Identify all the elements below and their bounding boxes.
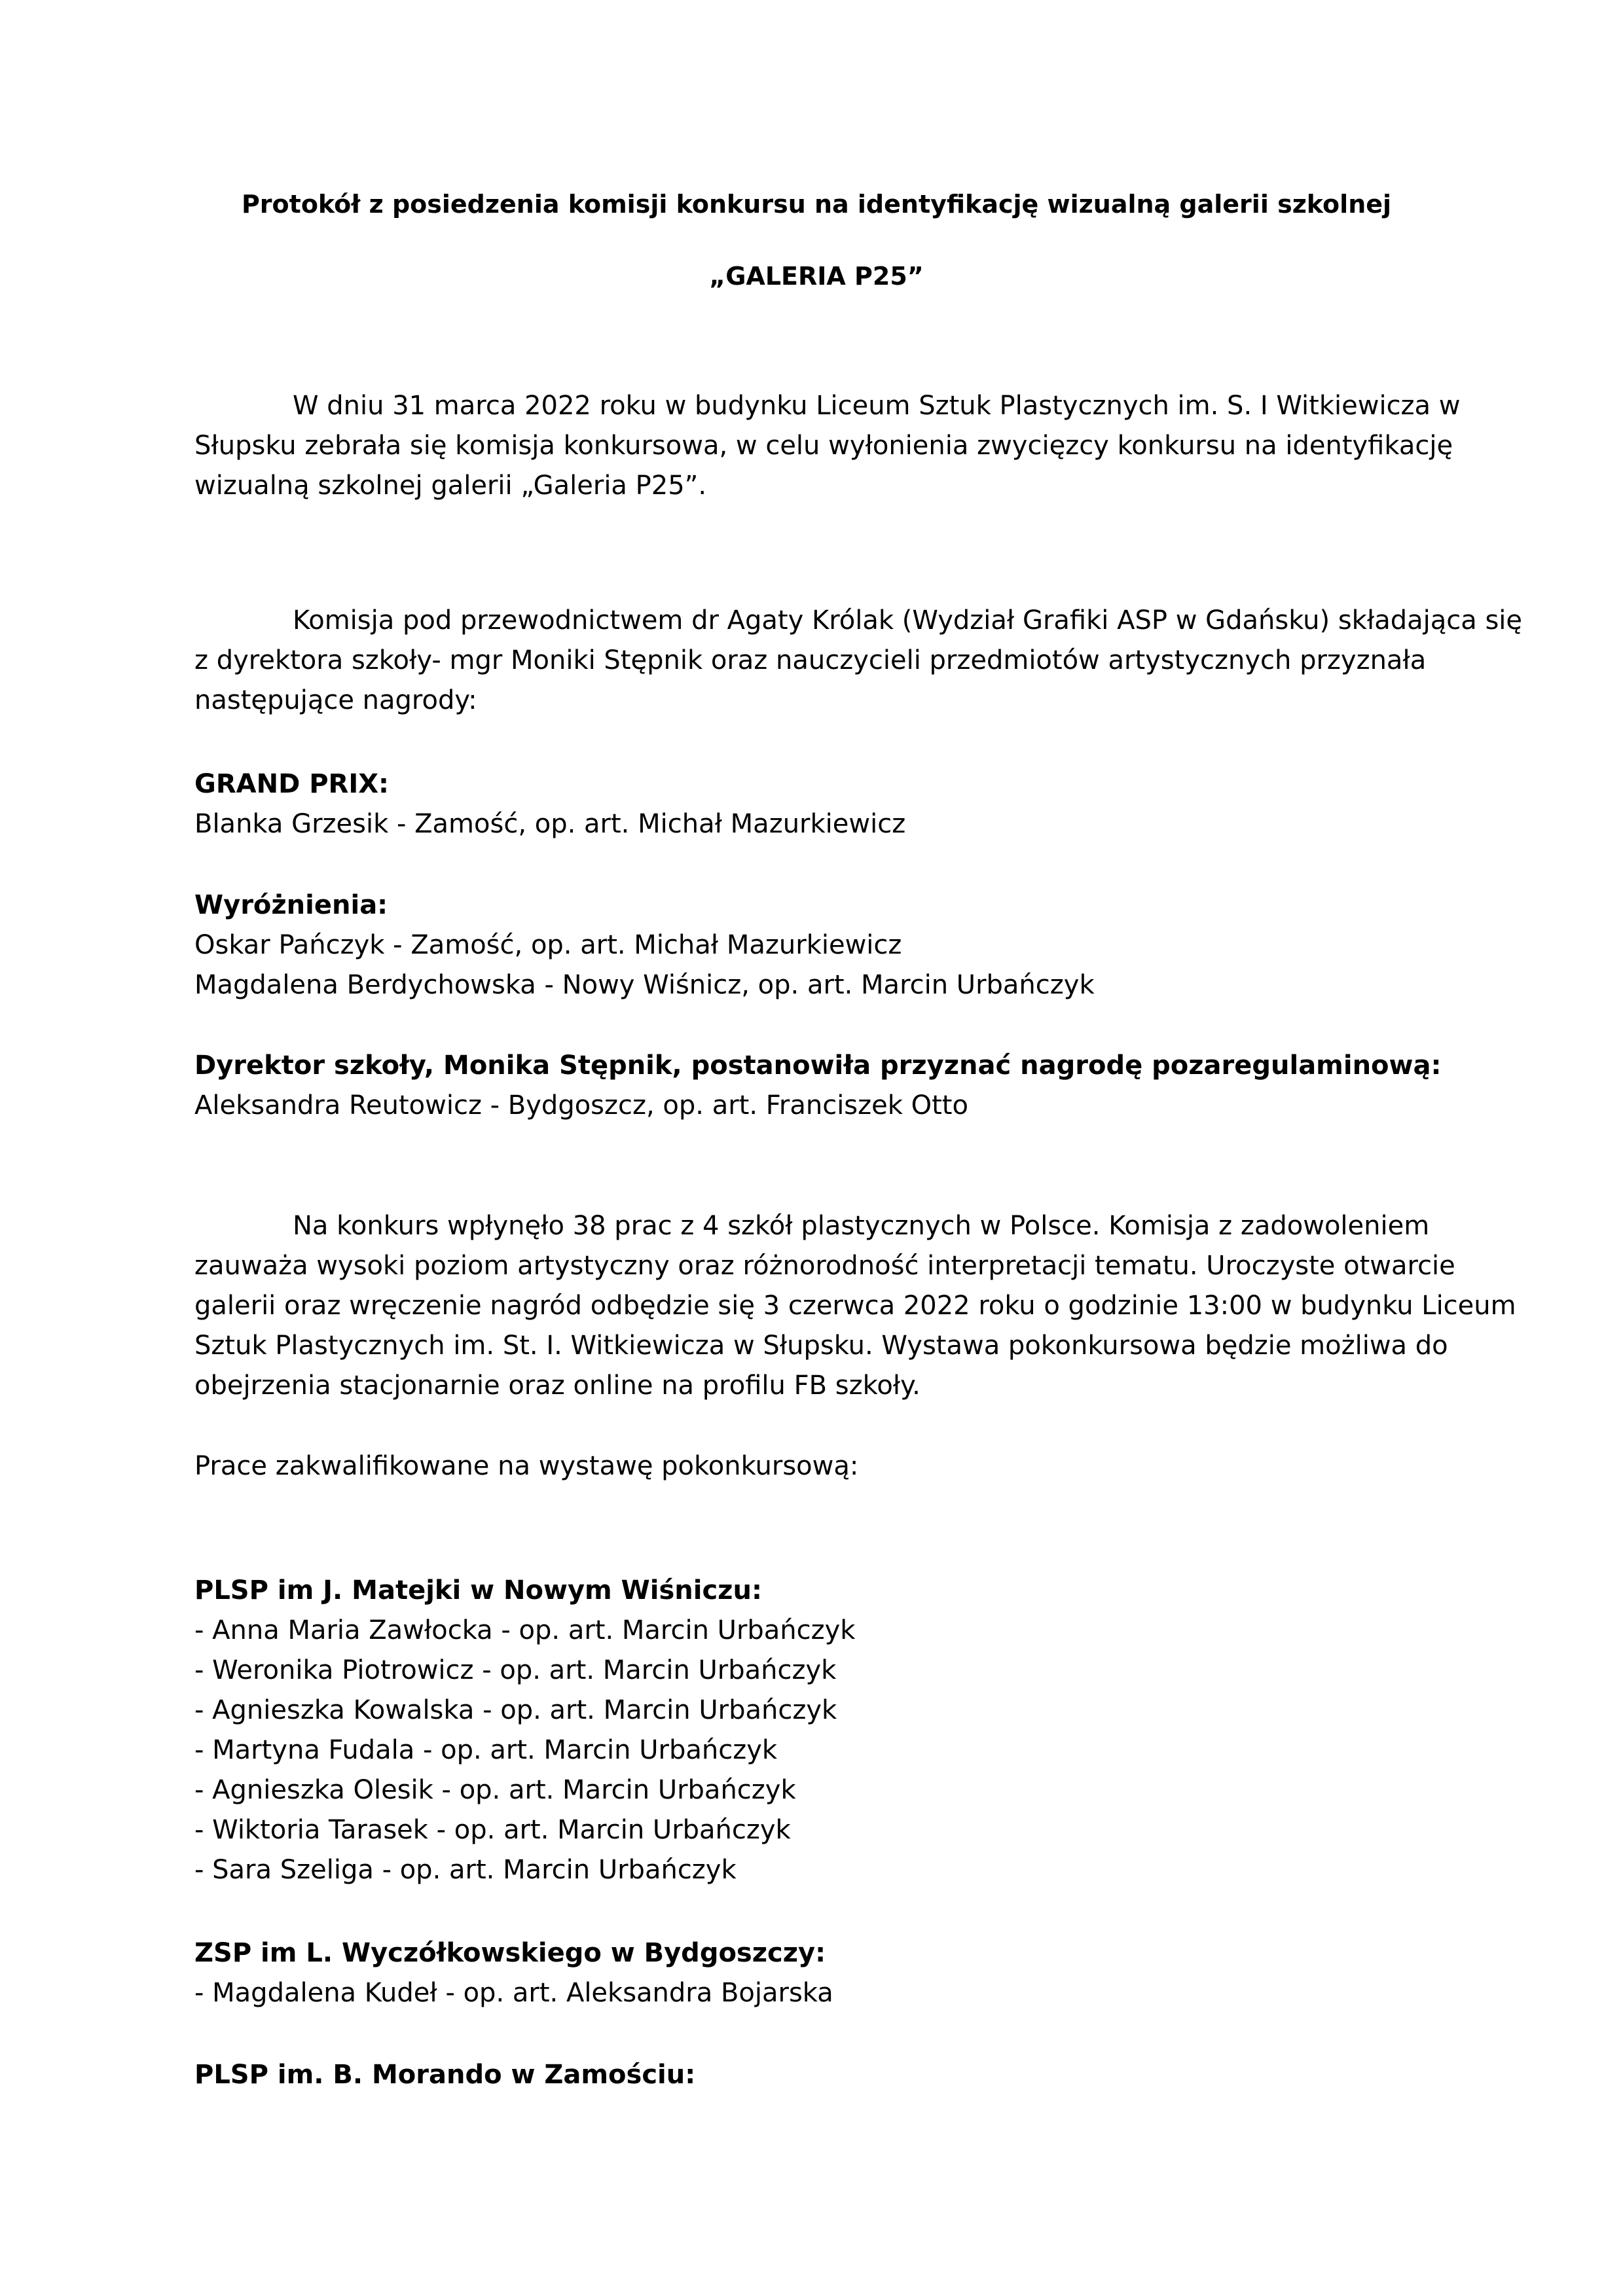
paragraph-line: galerii oraz wręczenie nagród odbędzie się 3 czerwca 2022 roku o godzinie 13:00 w budynku Liceum	[194, 1291, 1516, 1321]
committee-paragraph	[194, 601, 1523, 721]
section-heading: Dyrektor szkoły, Monika Stępnik, postanowiła przyznać nagrodę pozaregulaminową:	[194, 1050, 1442, 1081]
list-item: - Magdalena Kudeł - op. art. Aleksandra Bojarska	[194, 1978, 833, 2008]
list-item: Blanka Grzesik - Zamość, op. art. Michał Mazurkiewicz	[194, 809, 906, 839]
paragraph-line: wizualną szkolnej galerii „Galeria P25”.	[194, 471, 707, 501]
paragraph-line: Słupsku zebrała się komisja konkursowa, w celu wyłonienia zwycięzcy konkursu na identyfikację	[194, 431, 1453, 461]
paragraph-line: Prace zakwalifikowane na wystawę pokonkursową:	[194, 1451, 859, 1481]
school-section-wisnicz	[194, 1571, 1438, 1890]
section-heading: PLSP im. B. Morando w Zamościu:	[194, 2060, 696, 2090]
intro-paragraph	[194, 386, 1461, 506]
paragraph-line: Na konkurs wpłynęło 38 prac z 4 szkół plastycznych w Polsce. Komisja z zadowoleniem	[293, 1211, 1430, 1241]
paragraph-line: następujące nagrody:	[194, 685, 477, 715]
school-section-zamosc	[194, 2055, 1438, 2095]
paragraph-line: W dniu 31 marca 2022 roku w budynku Liceum Sztuk Plastycznych im. S. I Witkiewicza w	[293, 391, 1461, 421]
list-item: - Sara Szeliga - op. art. Marcin Urbańczyk	[194, 1855, 737, 1885]
section-heading: GRAND PRIX:	[194, 769, 390, 799]
list-item: - Martyna Fudala - op. art. Marcin Urbańczyk	[194, 1735, 778, 1765]
paragraph-line: obejrzenia stacjonarnie oraz online na profilu FB szkoły.	[194, 1371, 921, 1401]
list-item: - Weronika Piotrowicz - op. art. Marcin Urbańczyk	[194, 1655, 837, 1685]
section-heading: Wyróżnienia:	[194, 890, 388, 920]
section-heading: PLSP im J. Matejki w Nowym Wiśniczu:	[194, 1575, 762, 1605]
paragraph-line: zauważa wysoki poziom artystyczny oraz różnorodność interpretacji tematu. Uroczyste otwarcie	[194, 1251, 1455, 1281]
paragraph-line: Komisja pod przewodnictwem dr Agaty Królak (Wydział Grafiki ASP w Gdańsku) składająca się	[293, 605, 1523, 636]
list-item: - Agnieszka Kowalska - op. art. Marcin Urbańczyk	[194, 1695, 837, 1725]
list-item: Oskar Pańczyk - Zamość, op. art. Michał Mazurkiewicz	[194, 930, 902, 960]
section-heading: ZSP im L. Wyczółkowskiego w Bydgoszczy:	[194, 1938, 826, 1968]
grand-prix-section	[194, 764, 1438, 844]
distinctions-section	[194, 886, 1438, 1005]
paragraph-line: z dyrektora szkoły- mgr Moniki Stępnik oraz nauczycieli przedmiotów artystycznych przyznała	[194, 645, 1427, 675]
list-item: - Anna Maria Zawłocka - op. art. Marcin Urbańczyk	[194, 1615, 856, 1645]
paragraph-line: Sztuk Plastycznych im. St. I. Witkiewicza w Słupsku. Wystawa pokonkursowa będzie możliwa do	[194, 1331, 1448, 1361]
list-item: - Agnieszka Olesik - op. art. Marcin Urbańczyk	[194, 1775, 796, 1805]
qualified-intro	[194, 1446, 1438, 1486]
list-item: - Wiktoria Tarasek - op. art. Marcin Urbańczyk	[194, 1815, 791, 1845]
summary-paragraph	[194, 1206, 1516, 1406]
school-section-bydgoszcz	[194, 1933, 1438, 2013]
document-subtitle: „GALERIA P25”	[709, 262, 924, 291]
director-award-section	[194, 1046, 1442, 1126]
list-item: Aleksandra Reutowicz - Bydgoszcz, op. art. Franciszek Otto	[194, 1090, 968, 1121]
list-item: Magdalena Berdychowska - Nowy Wiśnicz, op. art. Marcin Urbańczyk	[194, 970, 1095, 1000]
document-title: Protokół z posiedzenia komisji konkursu na identyfikację wizualną galerii szkolnej	[241, 190, 1392, 219]
